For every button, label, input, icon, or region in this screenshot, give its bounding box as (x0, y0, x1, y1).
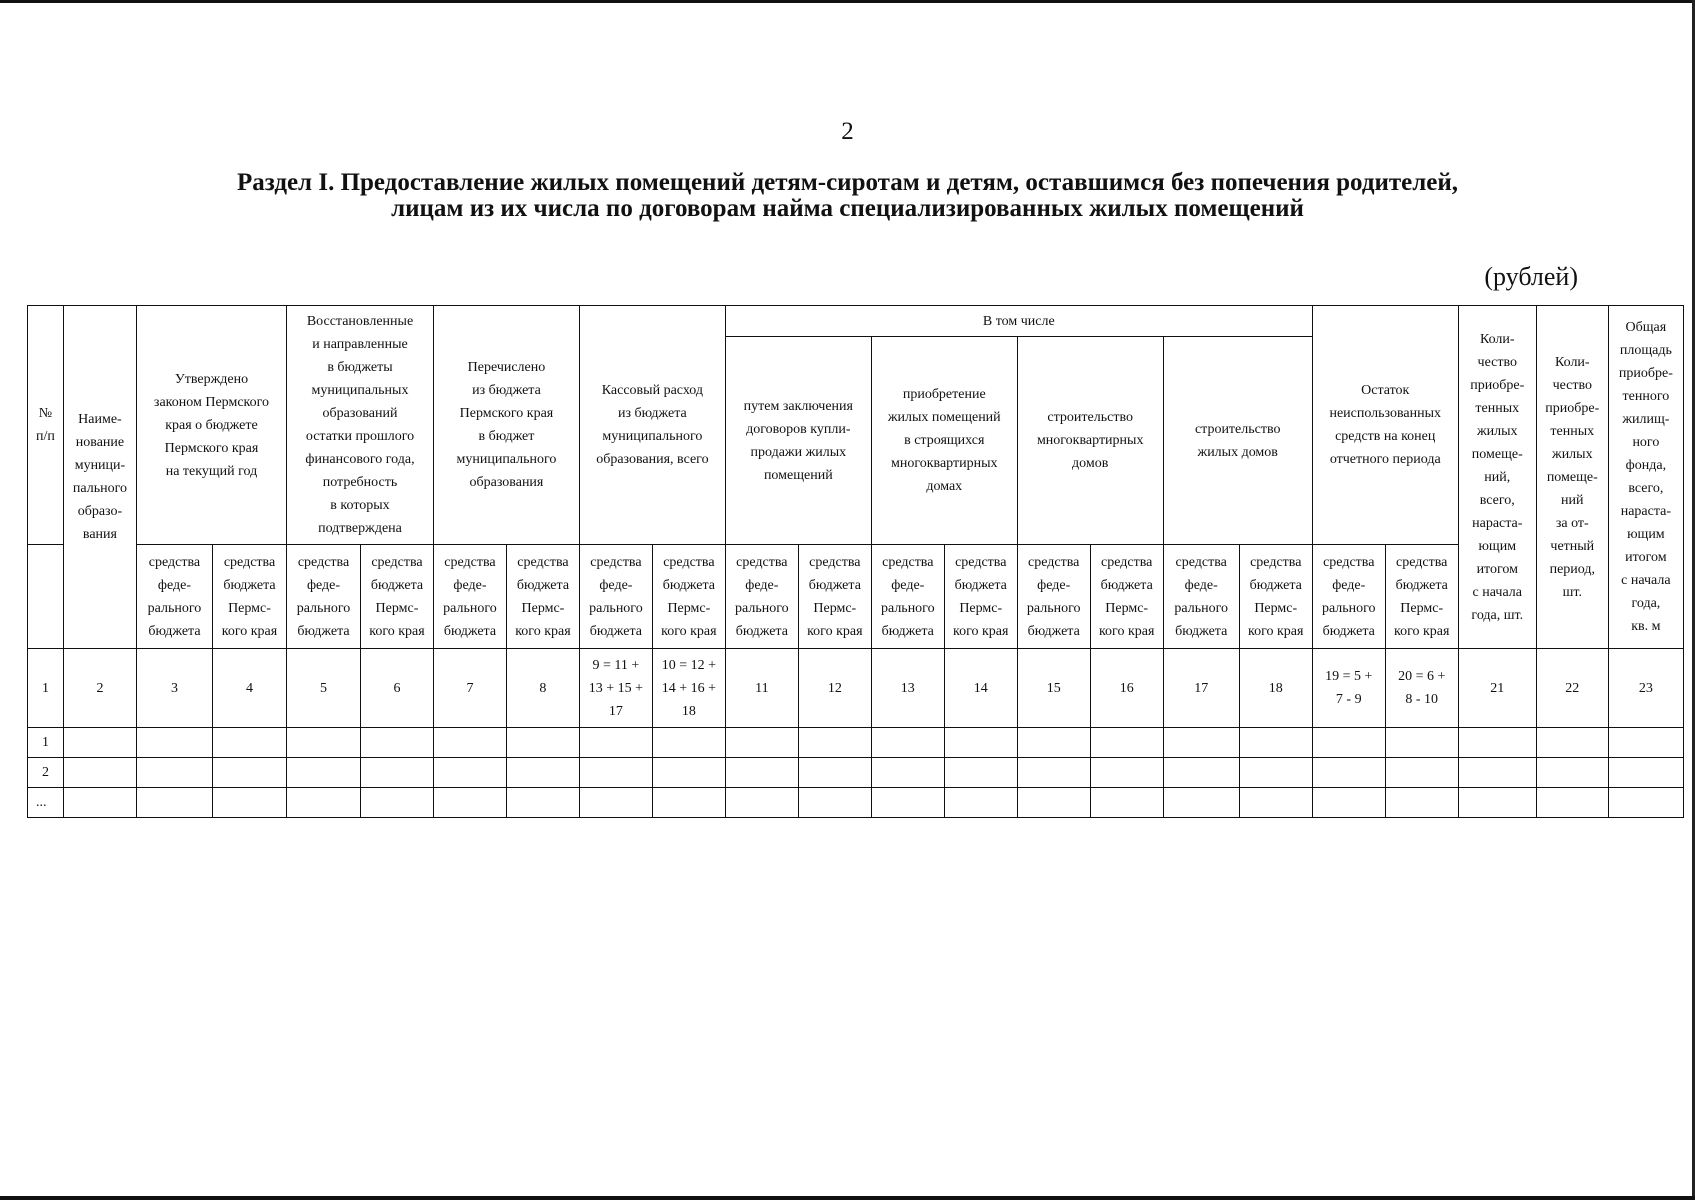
table-cell (871, 788, 944, 818)
table-cell (1312, 728, 1385, 758)
header-regional-funds: средства бюджета Пермс- кого края (1239, 545, 1312, 649)
column-number: 7 (433, 649, 506, 728)
header-federal-funds: средства феде- рального бюджета (1017, 545, 1090, 649)
header-transferred: Перечислено из бюджета Пермского края в бюджет муниципального образования (433, 306, 579, 545)
table-cell (579, 758, 652, 788)
header-regional-funds: средства бюджета Пермс- кого края (798, 545, 871, 649)
table-cell (652, 788, 725, 818)
page-border-top (0, 0, 1695, 3)
column-number: 9 = 11 + 13 + 15 + 17 (579, 649, 652, 728)
table-cell (944, 728, 1017, 758)
header-restored: Восстановленные и направленные в бюджеты муниципальных образований остатки прошлого финансового года, потребность в которых подтверждена (287, 306, 434, 545)
table-cell (725, 728, 798, 758)
table-cell (506, 758, 579, 788)
header-federal-funds: средства феде- рального бюджета (433, 545, 506, 649)
table-row (28, 788, 1684, 818)
header-federal-funds: средства феде- рального бюджета (871, 545, 944, 649)
table-cell (1239, 788, 1312, 818)
column-number: 18 (1239, 649, 1312, 728)
column-number: 2 (63, 649, 136, 728)
table-cell (433, 758, 506, 788)
column-number: 6 (361, 649, 434, 728)
column-number: 23 (1608, 649, 1683, 728)
column-number: 21 (1458, 649, 1536, 728)
table-cell (1017, 758, 1090, 788)
row-number: 1 (28, 728, 64, 758)
table-cell (213, 788, 287, 818)
column-number: 4 (213, 649, 287, 728)
column-number: 13 (871, 649, 944, 728)
header-count-total: Коли- чество приобре- тенных жилых помеще- ний, всего, нараста- ющим итогом с начала года, шт. (1458, 306, 1536, 649)
table-cell (1017, 788, 1090, 818)
table-cell (136, 788, 212, 818)
row-number: ... (28, 788, 64, 818)
header-num-continued (28, 545, 64, 649)
table-cell (871, 758, 944, 788)
table-cell (1458, 728, 1536, 758)
table-cell (1458, 788, 1536, 818)
table-cell (433, 728, 506, 758)
header-federal-funds: средства феде- рального бюджета (579, 545, 652, 649)
header-including: В том числе (725, 306, 1312, 337)
column-number: 17 (1163, 649, 1239, 728)
report-table (27, 305, 1684, 818)
table-cell (579, 788, 652, 818)
table-cell (1239, 758, 1312, 788)
table-cell (287, 728, 361, 758)
table-cell (725, 758, 798, 788)
header-num: № п/п (28, 306, 64, 545)
section-title-line-2: лицам из их числа по договорам найма специализированных жилых помещений (391, 195, 1304, 222)
column-number: 5 (287, 649, 361, 728)
column-number-row (28, 649, 1684, 728)
table-cell (287, 758, 361, 788)
column-number: 16 (1090, 649, 1163, 728)
table-cell (136, 758, 212, 788)
table-cell (1163, 788, 1239, 818)
table-cell (1312, 758, 1385, 788)
header-regional-funds: средства бюджета Пермс- кого края (506, 545, 579, 649)
table-cell (1090, 758, 1163, 788)
table-cell (1608, 758, 1683, 788)
header-sub-house-construction: строительство жилых домов (1163, 337, 1312, 545)
header-sub-acquisition: приобретение жилых помещений в строящихся многоквартирных домах (871, 337, 1017, 545)
header-federal-funds: средства феде- рального бюджета (1163, 545, 1239, 649)
table-cell (579, 728, 652, 758)
table-cell (361, 788, 434, 818)
table-cell (506, 788, 579, 818)
header-remainder: Остаток неиспользованных средств на конец отчетного периода (1312, 306, 1458, 545)
row-number: 2 (28, 758, 64, 788)
table-cell (1608, 728, 1683, 758)
header-federal-funds: средства феде- рального бюджета (287, 545, 361, 649)
column-number: 15 (1017, 649, 1090, 728)
page-border-bottom (0, 1196, 1695, 1200)
table-cell (433, 788, 506, 818)
section-title-line-1: Раздел I. Предоставление жилых помещений детям-сиротам и детям, оставшимся без попечения родителей, (236, 169, 1459, 196)
table-cell (798, 728, 871, 758)
table-cell (725, 788, 798, 818)
table-cell (1458, 758, 1536, 788)
column-number: 8 (506, 649, 579, 728)
table-row (28, 758, 1684, 788)
table-cell (1090, 788, 1163, 818)
section-title (0, 170, 1695, 222)
header-regional-funds: средства бюджета Пермс- кого края (213, 545, 287, 649)
header-cash-expense: Кассовый расход из бюджета муниципального образования, всего (579, 306, 725, 545)
header-area: Общая площадь приобре- тенного жилищ- ного фонда, всего, нараста- ющим итогом с начала года, кв. м (1608, 306, 1683, 649)
table-cell (361, 728, 434, 758)
table-cell (213, 758, 287, 788)
table-cell (944, 788, 1017, 818)
table-cell (1385, 728, 1458, 758)
header-regional-funds: средства бюджета Пермс- кого края (652, 545, 725, 649)
table-cell (1536, 758, 1608, 788)
table-cell (1385, 758, 1458, 788)
column-number: 20 = 6 + 8 - 10 (1385, 649, 1458, 728)
table-cell (213, 728, 287, 758)
header-sub-contracts: путем заключения договоров купли- продажи жилых помещений (725, 337, 871, 545)
table-cell (1239, 728, 1312, 758)
table-cell (1536, 788, 1608, 818)
table-cell (287, 788, 361, 818)
units-label: (рублей) (1484, 262, 1578, 291)
table-cell (1163, 758, 1239, 788)
table-cell (1312, 788, 1385, 818)
column-number: 22 (1536, 649, 1608, 728)
table-cell (798, 758, 871, 788)
header-federal-funds: средства феде- рального бюджета (136, 545, 212, 649)
table-cell (1163, 728, 1239, 758)
table-cell (63, 788, 136, 818)
column-number: 1 (28, 649, 64, 728)
table-cell (506, 728, 579, 758)
header-regional-funds: средства бюджета Пермс- кого края (1090, 545, 1163, 649)
table-cell (1090, 728, 1163, 758)
table-cell (1017, 728, 1090, 758)
column-number: 19 = 5 + 7 - 9 (1312, 649, 1385, 728)
table-cell (63, 758, 136, 788)
column-number: 12 (798, 649, 871, 728)
header-count-period: Коли- чество приобре- тенных жилых помеще- ний за от- четный период, шт. (1536, 306, 1608, 649)
header-regional-funds: средства бюджета Пермс- кого края (361, 545, 434, 649)
page-number: 2 (841, 118, 854, 145)
header-regional-funds: средства бюджета Пермс- кого края (944, 545, 1017, 649)
table-cell (136, 728, 212, 758)
table-cell (798, 788, 871, 818)
table-cell (1536, 728, 1608, 758)
header-federal-funds: средства феде- рального бюджета (725, 545, 798, 649)
table-cell (652, 758, 725, 788)
header-municipality-name: Наиме- нование муници- пального образо- вания (63, 306, 136, 649)
header-sub-apartment-construction: строительство многоквартирных домов (1017, 337, 1163, 545)
table-cell (652, 728, 725, 758)
header-approved: Утверждено законом Пермского края о бюджете Пермского края на текущий год (136, 306, 286, 545)
table-cell (1608, 788, 1683, 818)
column-number: 3 (136, 649, 212, 728)
column-number: 11 (725, 649, 798, 728)
table-cell (361, 758, 434, 788)
table-cell (944, 758, 1017, 788)
table-cell (871, 728, 944, 758)
table-cell (63, 728, 136, 758)
header-regional-funds: средства бюджета Пермс- кого края (1385, 545, 1458, 649)
header-federal-funds: средства феде- рального бюджета (1312, 545, 1385, 649)
column-number: 10 = 12 + 14 + 16 + 18 (652, 649, 725, 728)
column-number: 14 (944, 649, 1017, 728)
table-cell (1385, 788, 1458, 818)
table-row (28, 728, 1684, 758)
